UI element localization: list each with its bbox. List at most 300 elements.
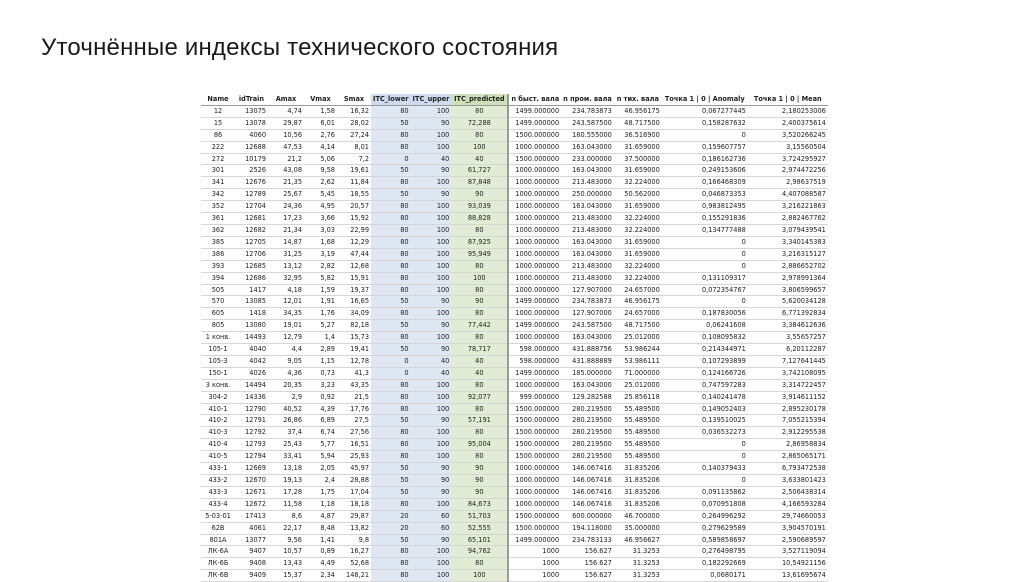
table-cell: 2,400375614 <box>748 117 828 129</box>
table-cell: 55.489500 <box>614 439 662 451</box>
table-cell: 410-4 <box>201 439 235 451</box>
table-cell: 20,35 <box>268 379 304 391</box>
table-cell: 40 <box>411 367 452 379</box>
table-cell: 341 <box>201 177 235 189</box>
table-row <box>201 213 828 225</box>
table-cell: 25,43 <box>268 439 304 451</box>
table-cell: 100 <box>411 308 452 320</box>
table-cell: 600.000000 <box>561 510 614 522</box>
table-cell: 80 <box>371 546 411 558</box>
table-cell: 2,180253006 <box>748 105 828 117</box>
table-row <box>201 201 828 213</box>
column-header: Amax <box>268 94 304 105</box>
table-cell: 31.3253 <box>614 558 662 570</box>
table-cell: 0,036532273 <box>662 427 748 439</box>
table-cell: 0 <box>371 153 411 165</box>
table-cell: 100 <box>411 558 452 570</box>
table-cell: 431.888889 <box>561 355 614 367</box>
table-cell: 7,127641445 <box>748 355 828 367</box>
table-cell: 4042 <box>235 355 268 367</box>
table-cell: 100 <box>411 272 452 284</box>
table-row <box>201 308 828 320</box>
table-cell: 13,82 <box>337 522 371 534</box>
table-cell: 163.043000 <box>561 332 614 344</box>
table-cell: 10,57 <box>268 546 304 558</box>
table-cell: 18,18 <box>337 498 371 510</box>
table-cell: 28,88 <box>337 475 371 487</box>
table-cell: 12671 <box>235 486 268 498</box>
table-cell: 16,27 <box>337 546 371 558</box>
table-cell: 100 <box>411 379 452 391</box>
table-cell: 4060 <box>235 129 268 141</box>
table-cell: 0,187830056 <box>662 308 748 320</box>
table-cell: 156.627 <box>561 570 614 582</box>
table-cell: 105-3 <box>201 355 235 367</box>
table-cell: 3,19 <box>304 248 337 260</box>
table-cell: 1000.000000 <box>508 177 561 189</box>
table-cell: 80 <box>371 391 411 403</box>
table-cell: 605 <box>201 308 235 320</box>
table-cell: 1000.000000 <box>508 260 561 272</box>
table-cell: 433-4 <box>201 498 235 510</box>
table-cell: 17,76 <box>337 403 371 415</box>
table-cell: 0 <box>662 451 748 463</box>
table-cell: 999.000000 <box>508 391 561 403</box>
table-cell: 90 <box>451 486 508 498</box>
table-cell: 10,56 <box>268 129 304 141</box>
table-cell: 1,68 <box>304 236 337 248</box>
table-cell: 4,166593284 <box>748 498 828 510</box>
table-cell: 20 <box>371 510 411 522</box>
table-cell: 17,04 <box>337 486 371 498</box>
table-cell: 80 <box>371 236 411 248</box>
table-cell: 1000.000000 <box>508 486 561 498</box>
table-cell: 22,17 <box>268 522 304 534</box>
table-cell: 9,56 <box>268 534 304 546</box>
table-cell: 46.956175 <box>614 105 662 117</box>
table-cell: 53.986111 <box>614 355 662 367</box>
table-cell: 8,6 <box>268 510 304 522</box>
table-cell: 100 <box>411 391 452 403</box>
table-cell: 35.000000 <box>614 522 662 534</box>
table-cell: 5,82 <box>304 272 337 284</box>
table-row <box>201 284 828 296</box>
table-cell: 0 <box>662 236 748 248</box>
table-cell: 1499.000000 <box>508 105 561 117</box>
table-cell: 7,2 <box>337 153 371 165</box>
table-cell: 0,276498795 <box>662 546 748 558</box>
table-cell: 146.067416 <box>561 486 614 498</box>
table-cell: 90 <box>451 296 508 308</box>
table-cell: 13,18 <box>268 463 304 475</box>
table-cell: 31.3253 <box>614 546 662 558</box>
table-cell: 6,74 <box>304 427 337 439</box>
column-header: Vmax <box>304 94 337 105</box>
table-cell: 52,68 <box>337 558 371 570</box>
table-row <box>201 153 828 165</box>
table-cell: 280.219500 <box>561 427 614 439</box>
table-row <box>201 451 828 463</box>
table-cell: 431.888756 <box>561 344 614 356</box>
table-cell: 50 <box>371 475 411 487</box>
table-cell: 31,25 <box>268 248 304 260</box>
table-cell: 50 <box>371 189 411 201</box>
table-cell: 100 <box>411 177 452 189</box>
table-cell: 19,13 <box>268 475 304 487</box>
table-cell: 301 <box>201 165 235 177</box>
table-cell: 0 <box>371 367 411 379</box>
table-cell: 0,166468309 <box>662 177 748 189</box>
table-cell: 3,742108095 <box>748 367 828 379</box>
table-cell: 50 <box>371 165 411 177</box>
table-cell: 31.835206 <box>614 463 662 475</box>
table-cell: 1000.000000 <box>508 213 561 225</box>
table-cell: 2,590689597 <box>748 534 828 546</box>
table-cell: 2,62 <box>304 177 337 189</box>
table-cell: 3,633801423 <box>748 475 828 487</box>
table-cell: 46.956627 <box>614 534 662 546</box>
table-cell: 4,95 <box>304 201 337 213</box>
table-cell: 1418 <box>235 308 268 320</box>
table-cell: 0,072354767 <box>662 284 748 296</box>
table-cell: 0,139510025 <box>662 415 748 427</box>
table-cell: 2,912295538 <box>748 427 828 439</box>
table-cell: 52,555 <box>451 522 508 534</box>
table-cell: 410-2 <box>201 415 235 427</box>
table-cell: 2,98637519 <box>748 177 828 189</box>
table-cell: 0,279629589 <box>662 522 748 534</box>
table-cell: 280.219500 <box>561 415 614 427</box>
table-cell: 28,02 <box>337 117 371 129</box>
table-cell: 0,747597283 <box>662 379 748 391</box>
table-cell: 1417 <box>235 284 268 296</box>
table-cell: 22,99 <box>337 224 371 236</box>
table-cell: 0 <box>662 439 748 451</box>
table-cell: 3,520266245 <box>748 129 828 141</box>
table-cell: 4061 <box>235 522 268 534</box>
table-cell: 1000.000000 <box>508 201 561 213</box>
table-cell: 5,77 <box>304 439 337 451</box>
table-cell: 95,949 <box>451 248 508 260</box>
table-cell: 80 <box>451 379 508 391</box>
table-cell: 0,159607757 <box>662 141 748 153</box>
table-cell: 21,2 <box>268 153 304 165</box>
table-cell: 15,37 <box>268 570 304 582</box>
table-cell: 148,21 <box>337 570 371 582</box>
table-cell: 40 <box>411 355 452 367</box>
table-cell: 1499.000000 <box>508 367 561 379</box>
table-cell: 1,15 <box>304 355 337 367</box>
table-cell: 80 <box>371 224 411 236</box>
table-row <box>201 367 828 379</box>
table-cell: 598.000000 <box>508 355 561 367</box>
table-cell: 1500.000000 <box>508 451 561 463</box>
table-cell: 12672 <box>235 498 268 510</box>
table-cell: 80 <box>371 260 411 272</box>
table-cell: 80 <box>371 558 411 570</box>
table-cell: 57,191 <box>451 415 508 427</box>
table-cell: 3,216315127 <box>748 248 828 260</box>
table-cell: 9,05 <box>268 355 304 367</box>
table-row <box>201 129 828 141</box>
table-cell: 87,848 <box>451 177 508 189</box>
table-cell: 0,124166726 <box>662 367 748 379</box>
table-cell: 163.043000 <box>561 379 614 391</box>
table-row <box>201 558 828 570</box>
table-cell: 80 <box>451 260 508 272</box>
table-cell: 25,93 <box>337 451 371 463</box>
table-cell: 90 <box>411 463 452 475</box>
table-cell: 80 <box>451 332 508 344</box>
table-cell: 48.717500 <box>614 320 662 332</box>
table-cell: 156.627 <box>561 546 614 558</box>
table-cell: 1,91 <box>304 296 337 308</box>
table-cell: 19,61 <box>337 165 371 177</box>
table-cell: 213.483000 <box>561 272 614 284</box>
table-cell: 0,983812495 <box>662 201 748 213</box>
table-cell: 1,4 <box>304 332 337 344</box>
table-cell: 0,73 <box>304 367 337 379</box>
table-cell: 213.483000 <box>561 177 614 189</box>
table-cell: 84,673 <box>451 498 508 510</box>
table-cell: 14494 <box>235 379 268 391</box>
table-cell: 3,904570191 <box>748 522 828 534</box>
table-cell: 20 <box>371 522 411 534</box>
table-cell: 1000.000000 <box>508 332 561 344</box>
table-cell: 410-5 <box>201 451 235 463</box>
table-cell: 2,34 <box>304 570 337 582</box>
table-cell: 1,59 <box>304 284 337 296</box>
table-cell: 12686 <box>235 272 268 284</box>
table-cell: 80 <box>371 308 411 320</box>
table-cell: 21,5 <box>337 391 371 403</box>
table-cell: 304-2 <box>201 391 235 403</box>
table-cell: 0 <box>662 260 748 272</box>
table-cell: 90 <box>411 475 452 487</box>
table-cell: 55.489500 <box>614 415 662 427</box>
table-cell: 2,9 <box>268 391 304 403</box>
table-row <box>201 177 828 189</box>
table-row <box>201 546 828 558</box>
table-cell: 13,61695674 <box>748 570 828 582</box>
table-cell: 87,925 <box>451 236 508 248</box>
table-cell: 410-3 <box>201 427 235 439</box>
table-cell: 185.000000 <box>561 367 614 379</box>
table-cell: 31.659000 <box>614 201 662 213</box>
table-cell: 43,08 <box>268 165 304 177</box>
table-cell: 80 <box>371 213 411 225</box>
table-cell: 43,35 <box>337 379 371 391</box>
table-cell: 40 <box>451 153 508 165</box>
table-cell: 0 <box>662 129 748 141</box>
table-cell: 88,828 <box>451 213 508 225</box>
table-cell: 3,55657257 <box>748 332 828 344</box>
table-cell: 433-3 <box>201 486 235 498</box>
table-cell: 82,18 <box>337 320 371 332</box>
table-cell: 21,35 <box>268 177 304 189</box>
table-cell: 18,55 <box>337 189 371 201</box>
table-cell: 1000 <box>508 558 561 570</box>
table-cell: 80 <box>371 141 411 153</box>
table-cell: 13078 <box>235 117 268 129</box>
table-cell: 14336 <box>235 391 268 403</box>
table-cell: 1,58 <box>304 105 337 117</box>
table-cell: 15,73 <box>337 332 371 344</box>
table-cell: 19,01 <box>268 320 304 332</box>
table-row <box>201 296 828 308</box>
table-cell: 1000.000000 <box>508 463 561 475</box>
table-row <box>201 427 828 439</box>
table-cell: 1499.000000 <box>508 117 561 129</box>
table-cell: 3,03 <box>304 224 337 236</box>
table-cell: 80 <box>371 498 411 510</box>
table-cell: 13,43 <box>268 558 304 570</box>
table-cell: 2,895230178 <box>748 403 828 415</box>
table-cell: 1499.000000 <box>508 534 561 546</box>
table-cell: 13,12 <box>268 260 304 272</box>
table-cell: 0,140379433 <box>662 463 748 475</box>
table-cell: 2,86958834 <box>748 439 828 451</box>
table-cell: 50 <box>371 320 411 332</box>
table-cell: 127.907000 <box>561 284 614 296</box>
table-cell: 1000 <box>508 546 561 558</box>
column-header: ITC_lower <box>371 94 411 105</box>
table-row <box>201 522 828 534</box>
table-row <box>201 439 828 451</box>
table-cell: 40 <box>451 367 508 379</box>
table-cell: 12794 <box>235 451 268 463</box>
table-cell: 55.489500 <box>614 427 662 439</box>
page-title: Уточнённые индексы технического состояния <box>41 34 559 61</box>
table-cell: 47,53 <box>268 141 304 153</box>
table-cell: 7,055215394 <box>748 415 828 427</box>
table-cell: 48.717500 <box>614 117 662 129</box>
table-cell: 11,58 <box>268 498 304 510</box>
table-cell: 280.219500 <box>561 439 614 451</box>
table-cell: 4,74 <box>268 105 304 117</box>
table-cell: 4040 <box>235 344 268 356</box>
table-cell: 17,28 <box>268 486 304 498</box>
table-cell: 12670 <box>235 475 268 487</box>
table-cell: 27,5 <box>337 415 371 427</box>
table-cell: 77,442 <box>451 320 508 332</box>
column-header: n пром. вала <box>561 94 614 105</box>
table-cell: 100 <box>411 439 452 451</box>
table-cell: 53.986244 <box>614 344 662 356</box>
table-cell: 6,20112287 <box>748 344 828 356</box>
table-cell: 12789 <box>235 189 268 201</box>
table-cell: 146.067416 <box>561 475 614 487</box>
column-header: n тих. вала <box>614 94 662 105</box>
table-cell: 100 <box>411 141 452 153</box>
table-cell: 12676 <box>235 177 268 189</box>
table-cell: 12790 <box>235 403 268 415</box>
table-cell: 12792 <box>235 427 268 439</box>
table-cell: 0,067277445 <box>662 105 748 117</box>
table-cell: 352 <box>201 201 235 213</box>
table-cell: 25.856118 <box>614 391 662 403</box>
table-cell: 6,793472538 <box>748 463 828 475</box>
table-cell: 6,89 <box>304 415 337 427</box>
table-cell: 100 <box>451 570 508 582</box>
table-cell: 4,4 <box>268 344 304 356</box>
table-cell: 1 конв. <box>201 332 235 344</box>
table-cell: 72,288 <box>451 117 508 129</box>
table-cell: 25.012000 <box>614 332 662 344</box>
table-cell: 90 <box>411 189 452 201</box>
table-row <box>201 260 828 272</box>
table-cell: 62B <box>201 522 235 534</box>
table-cell: 0,131109317 <box>662 272 748 284</box>
table-cell: 1,41 <box>304 534 337 546</box>
table-cell: 12793 <box>235 439 268 451</box>
table-cell: 1500.000000 <box>508 403 561 415</box>
table-cell: 12682 <box>235 224 268 236</box>
table-cell: 1,76 <box>304 308 337 320</box>
table-cell: 94,762 <box>451 546 508 558</box>
table-cell: 93,039 <box>451 201 508 213</box>
table-cell: 2,4 <box>304 475 337 487</box>
table-cell: 95,004 <box>451 439 508 451</box>
table-cell: 2,865065171 <box>748 451 828 463</box>
table-cell: 100 <box>411 570 452 582</box>
table-cell: 250.000000 <box>561 189 614 201</box>
column-header: Name <box>201 94 235 105</box>
table-cell: 505 <box>201 284 235 296</box>
table-cell: 12791 <box>235 415 268 427</box>
table-cell: 127.907000 <box>561 308 614 320</box>
table-cell: 12,29 <box>337 236 371 248</box>
table-cell: 1000.000000 <box>508 236 561 248</box>
table-cell: 12681 <box>235 213 268 225</box>
table-cell: 0,89 <box>304 546 337 558</box>
table-cell: 0,264996292 <box>662 510 748 522</box>
table-cell: 4,36 <box>268 367 304 379</box>
column-header: ITC_predicted <box>451 94 508 105</box>
table-cell: 80 <box>451 224 508 236</box>
table-cell: 146.067416 <box>561 463 614 475</box>
table-cell: 1000.000000 <box>508 248 561 260</box>
table-cell: ЛК-6В <box>201 570 235 582</box>
table-cell: 15,91 <box>337 272 371 284</box>
table-header-row <box>201 94 828 105</box>
table-cell: 46.956175 <box>614 296 662 308</box>
table-cell: 3,914611152 <box>748 391 828 403</box>
table-cell: 394 <box>201 272 235 284</box>
table-cell: 14493 <box>235 332 268 344</box>
table-cell: 34,09 <box>337 308 371 320</box>
table-row <box>201 355 828 367</box>
table-cell: 3,527119094 <box>748 546 828 558</box>
table-cell: 50 <box>371 415 411 427</box>
table-row <box>201 224 828 236</box>
table-cell: 9409 <box>235 570 268 582</box>
table-row <box>201 534 828 546</box>
table-cell: 13075 <box>235 105 268 117</box>
column-header: Smax <box>337 94 371 105</box>
table-cell: 234.783133 <box>561 534 614 546</box>
table-cell: 5,620034128 <box>748 296 828 308</box>
table-cell: 71.000000 <box>614 367 662 379</box>
table-cell: 0,249153606 <box>662 165 748 177</box>
table-cell: 12 <box>201 105 235 117</box>
table-cell: 46.700000 <box>614 510 662 522</box>
table-cell: 163.043000 <box>561 165 614 177</box>
table-cell: 29,74660053 <box>748 510 828 522</box>
table-cell: 3,340145383 <box>748 236 828 248</box>
table-cell: 3,724295927 <box>748 153 828 165</box>
table-row <box>201 570 828 582</box>
